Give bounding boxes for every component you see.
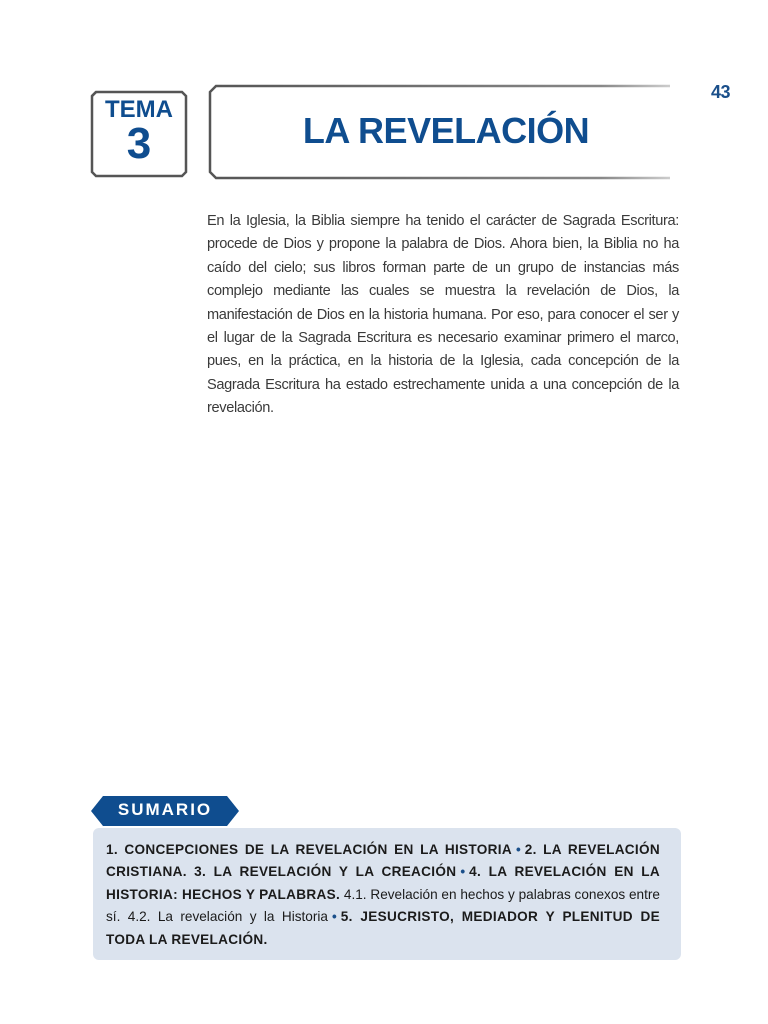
separator: •	[331, 909, 337, 925]
sumario-item-2: 2. LA REVELACIÓN CRISTIANA.	[106, 842, 660, 880]
separator: •	[460, 864, 466, 880]
page-number: 43	[710, 82, 730, 102]
title-box	[204, 82, 674, 182]
intro-paragraph: En la Iglesia, la Biblia siempre ha tenido el carácter de Sagrada Escritura: procede de Dios y propone la palabra de Dios. Ahora bien, la Biblia no ha caído del cielo; sus libros forman parte de un grupo de instancias más complejo mediante las cuales se muestra la revelación de Dios, la manifestación de Dios en la historia humana. Por eso, para conocer el ser y el lugar de la Sagrada Escritura es necesario examinar primero el marco, pues, en la práctica, en la historia de la Iglesia, cada concepción de la Sagrada Escritura ha estado estrechamente unida a una concepción de la revelación.	[207, 213, 679, 417]
tema-label: TEMA	[105, 96, 173, 123]
separator: •	[515, 842, 521, 857]
sumario-tab	[89, 794, 241, 828]
tema-number: 3	[126, 119, 152, 168]
sumario-item-4-2: 4.2. La revelación y la Historia	[127, 909, 328, 925]
sumario-item-4: 4. LA REVELACIÓN EN LA HISTORIA: HECHOS Y PALABRAS.	[106, 864, 661, 902]
sumario-item-5: 5. JESUCRISTO, MEDIADOR Y PLENITUD DE TODA LA REVELACIÓN.	[106, 909, 660, 947]
sumario-text	[106, 839, 660, 951]
sumario-label: SUMARIO	[117, 800, 213, 819]
sumario-item-4-1: 4.1. Revelación en hechos y palabras conexos entre sí.	[106, 886, 660, 925]
page-title: LA REVELACIÓN	[302, 110, 590, 151]
sumario-item-3: 3. LA REVELACIÓN Y LA CREACIÓN	[194, 864, 457, 880]
tema-badge	[88, 88, 190, 180]
sumario-item-1: 1. CONCEPCIONES DE LA REVELACIÓN EN LA HISTORIA	[106, 842, 512, 857]
